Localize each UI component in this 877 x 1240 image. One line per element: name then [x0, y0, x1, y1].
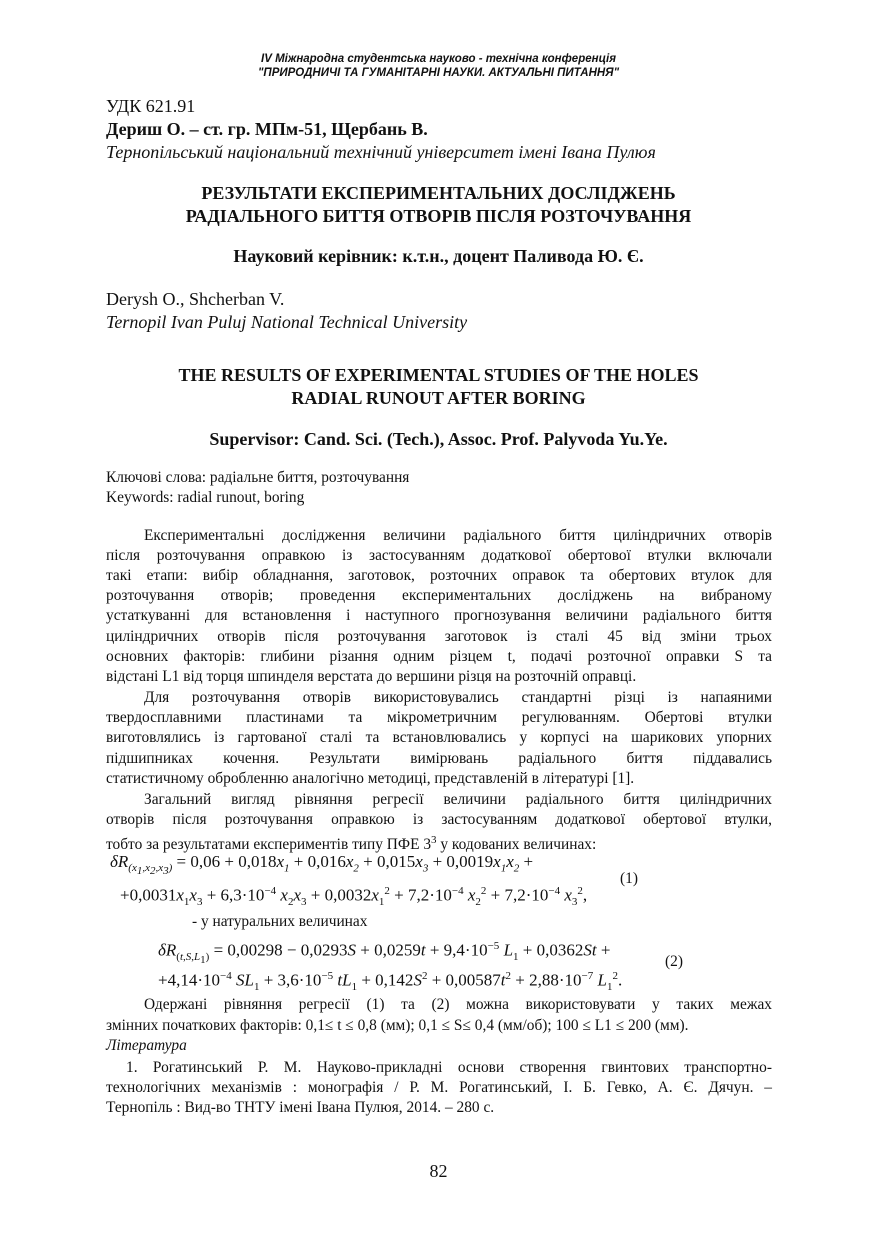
p1-line: після розточування оправкою із застосуванням додаткової обертової втулки включали: [106, 547, 772, 564]
affiliation-en: Ternopil Ivan Puluj National Technical University: [106, 312, 468, 332]
equation-2-number: (2): [665, 953, 683, 970]
title-ua-line-2: РАДІАЛЬНОГО БИТТЯ ОТВОРІВ ПІСЛЯ РОЗТОЧУВАННЯ: [185, 206, 692, 226]
p1-line: устаткуванні для встановлення і наступного прогнозування величини радіального биття: [106, 607, 772, 624]
title-en-line-1: THE RESULTS OF EXPERIMENTAL STUDIES OF THE HOLES: [178, 365, 699, 385]
p1-line: основних факторів: глибини різання одним різцем t, подачі розточної оправки S та: [106, 648, 772, 665]
equation-2-line-2: $+4,14\cdot 10^{-4}$ $SL_1 + 3,6\cdot 10^{-5}$ $tL_1 + 0,142S^2 + 0,00587t^2 + 2,88\cdot 10^{-7}$ $L_1^2$.: [158, 970, 623, 994]
udk: УДК 621.91: [106, 96, 196, 116]
p2-line: твердосплавними пластинами та мікрометричним регулюванням. Обертові втулки: [106, 709, 772, 726]
reference-line: Тернопіль : Вид-во ТНТУ імені Івана Пулюя, 2014. – 280 с.: [106, 1099, 495, 1116]
supervisor-ua: Науковий керівник: к.т.н., доцент Паливода Ю. Є.: [233, 246, 644, 266]
affiliation-ua: Тернопільський національний технічний університет імені Івана Пулюя: [106, 142, 656, 162]
p2-line: підшипниках кочення. Результати вимірювань радіального биття піддавались: [106, 750, 772, 767]
authors-ua: Дериш О. – ст. гр. МПм-51, Щербань В.: [106, 119, 428, 139]
page-number: 82: [429, 1161, 448, 1181]
authors-en: Derysh O., Shcherban V.: [106, 289, 285, 309]
p1-line: розточування отворів; проведення експериментальних досліджень на вибраному: [106, 587, 772, 604]
title-ua-line-1: РЕЗУЛЬТАТИ ЕКСПЕРИМЕНТАЛЬНИХ ДОСЛІДЖЕНЬ: [201, 183, 676, 203]
reference-line: технологічних механізмів : монографія / Р. М. Рогатинський, І. Б. Гевко, А. Є. Дячун. –: [106, 1079, 772, 1096]
p1-line: Експериментальні дослідження величини радіального биття циліндричних отворів: [144, 527, 772, 544]
p1-line: відстані L1 від торця шпинделя верстата до вершини різця на розточній оправці.: [106, 668, 637, 685]
natural-values-label: - у натуральних величинах: [192, 913, 368, 930]
p3-line: тобто за результатами експериментів типу ПФЕ $3^3$ у кодованих величинах:: [106, 834, 597, 854]
literature-heading: Література: [106, 1037, 187, 1054]
title-en-line-2: RADIAL RUNOUT AFTER BORING: [291, 388, 586, 408]
reference-line: 1. Рогатинський Р. М. Науково-прикладні основи створення гвинтових транспортно-: [126, 1059, 772, 1076]
p1-line: циліндричних отворів після розточування заготовок із сталі 45 від зміни трьох: [106, 628, 772, 645]
equation-1-line-2: $+0,0031x_1x_3 + 6,3\cdot 10^{-4}$ $x_2x_3 + 0,0032x_1^2 + 7,2\cdot 10^{-4}$ $x_2^2 + 7,2\cdot 10^{-4}$ $x_3^2$,: [120, 885, 588, 909]
p3-line: отворів після розточування оправкою із застосуванням додаткової обертової втулки,: [106, 811, 772, 828]
p1-line: такі етапи: вибір обладнання, заготовок, розточних оправок та обертових втулок для: [106, 567, 772, 584]
keywords-ua: Ключові слова: радіальне биття, розточування: [106, 469, 410, 486]
p2-line: виготовлялись із гартованої сталі та встановлювались у корпусі на шарикових упорних: [106, 729, 772, 746]
equation-2-line-1: $\delta R_{(t,S,L_1)} = 0,00298 - 0,0293S + 0,0259t + 9,4\cdot 10^{-5}$ $L_1 + 0,0362St$ +: [158, 940, 611, 967]
p4-line: Одержані рівняння регресії (1) та (2) можна використовувати у таких межах: [144, 996, 772, 1013]
keywords-en: Keywords: radial runout, boring: [106, 489, 305, 506]
conference-line-2: "ПРИРОДНИЧІ ТА ГУМАНІТАРНІ НАУКИ. АКТУАЛЬНІ ПИТАННЯ": [257, 67, 620, 79]
p2-line: Для розточування отворів використовувались стандартні різці із напаяними: [144, 689, 772, 706]
p2-line: статистичному обробленню аналогічно методиці, представленій в літературі [1].: [106, 770, 635, 787]
equation-1-number: (1): [620, 870, 638, 887]
p3-line: Загальний вигляд рівняння регресії величини радіального биття циліндричних: [144, 791, 772, 808]
p4-line: змінних початкових факторів: 0,1≤ t ≤ 0,8 (мм); 0,1 ≤ S≤ 0,4 (мм/об); 100 ≤ L1 ≤ 200 (мм).: [106, 1017, 689, 1034]
conference-line-1: IV Міжнародна студентська науково - технічна конференція: [261, 53, 616, 65]
equation-1-line-1: $\delta R_{(x_1,x_2,x_3)} = 0,06 + 0,018x_1 + 0,016x_2 + 0,015x_3 + 0,0019x_1x_2$ +: [110, 852, 534, 878]
supervisor-en: Supervisor: Cand. Sci. (Tech.), Assoc. Prof. Palyvoda Yu.Ye.: [209, 429, 668, 449]
